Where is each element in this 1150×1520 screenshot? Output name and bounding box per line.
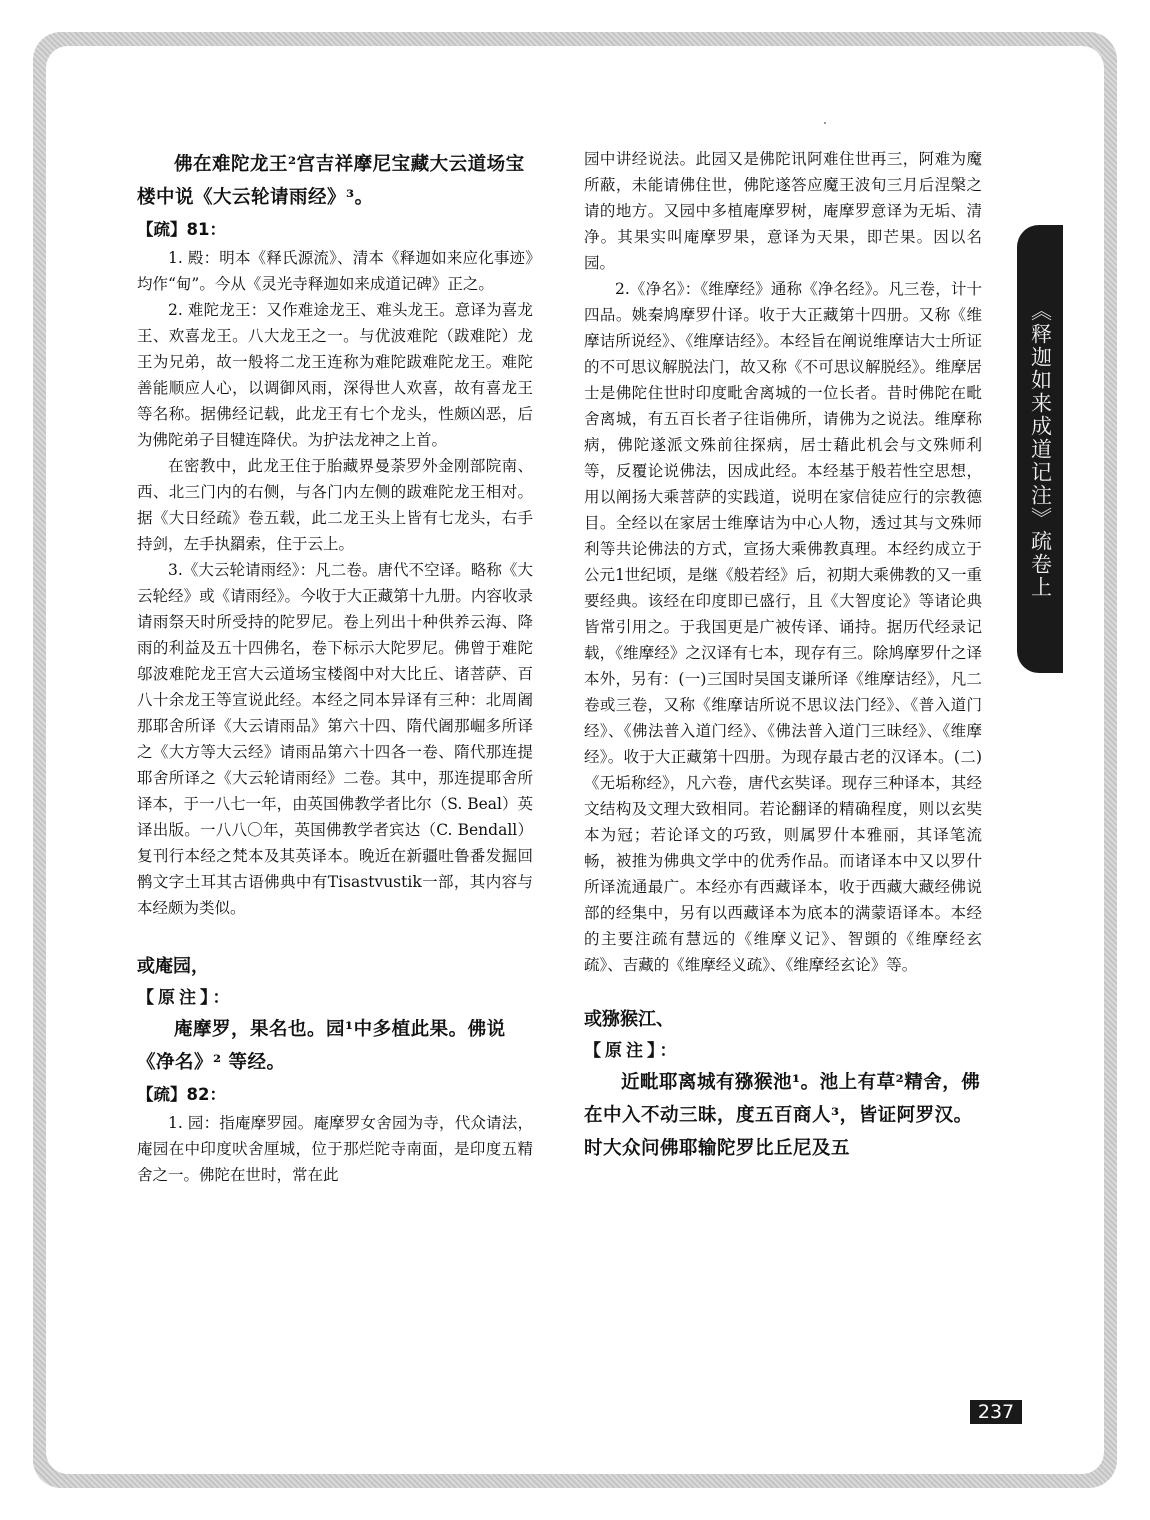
note-paragraph: 1. 园：指庵摩罗园。庵摩罗女舍园为寺，代众请法，庵园在中印度吠舍厘城，位于那烂陀寺南面，是印度五精舍之一。佛陀在世时，常在此 — [137, 1114, 533, 1184]
verse-text: 庵摩罗，果名也。园¹中多植此果。佛说《净名》² 等经。 — [137, 1019, 506, 1073]
left-column — [137, 148, 533, 1188]
chapter-side-tab — [1017, 225, 1063, 673]
note-paragraph: 3.《大云轮请雨经》：凡二卷。唐代不空译。略称《大云轮经》或《请雨经》。今收于大正藏第十九册。内容收录请雨祭天时所受持的陀罗尼。卷上列出十种供养云海、降雨的利益及五十四佛名，卷下标示大陀罗尼。佛曾于难陀邬波难陀龙王宫大云道场宝楼阁中对大比丘、诸菩萨、百八十余龙王等宣说此经。本经之同本异译有三种：北周阇那耶舍所译《大云请雨品》第六十四、隋代阇那崛多所译之《大方等大云经》请雨品第六十四各一卷、隋代那连提耶舍所译之《大云轮请雨经》二卷。其中，那连提耶舍所译本，于一八七一年，由英国佛教学者比尔（S. Beal）英译出版。一八八〇年，英国佛教学者宾达（C. Bendall）复刊行本经之梵本及其英译本。晚近在新疆吐鲁番发掘回鹘文字土耳其古语佛典中有Tisastvustik一部，其内容与本经颇为类似。 — [137, 561, 533, 917]
page-number: 237 — [970, 1400, 1022, 1424]
note-paragraph: 2. 难陀龙王：又作难途龙王、难头龙王。意译为喜龙王、欢喜龙王。八大龙王之一。与优波难陀（跋难陀）龙王为兄弟，故一般将二龙王连称为难陀跋难陀龙王。难陀善能顺应人心，以调御风雨，深得世人欢喜，故有喜龙王等名称。据佛经记载，此龙王有七个龙头，性颇凶恶，后为佛陀弟子目犍连降伏。为护法龙神之上首。 — [137, 301, 533, 449]
original-note-label: 【原注】： — [584, 1041, 681, 1061]
speck — [824, 122, 826, 124]
note-paragraph: 1. 殿：明本《释氏源流》、清本《释迦如来应化事迹》均作“甸”。今从《灵光寺释迦如来成道记碑》正之。 — [137, 249, 533, 293]
commentary-label: 【疏】81： — [137, 220, 226, 239]
commentary-label: 【疏】82： — [137, 1085, 226, 1104]
section-heading: 或猕猴江、 — [584, 1009, 674, 1030]
section-heading: 或庵园， — [137, 956, 209, 977]
right-column — [584, 146, 982, 1165]
chapter-title: 《释迦如来成道记注》疏卷上 — [1028, 299, 1053, 599]
original-note-label: 【原注】： — [137, 988, 234, 1008]
note-paragraph: 在密教中，此龙王住于胎藏界曼荼罗外金刚部院南、西、北三门内的右侧，与各门内左侧的跋难陀龙王相对。据《大日经疏》卷五载，此二龙王头上皆有七龙头，右手持剑，左手执羂索，住于云上。 — [137, 457, 533, 553]
verse-text: 佛在难陀龙王²宫吉祥摩尼宝藏大云道场宝楼中说《大云轮请雨经》³。 — [137, 154, 525, 208]
note-paragraph: 园中讲经说法。此园又是佛陀讯阿难住世再三，阿难为魔所蔽，未能请佛住世，佛陀遂答应魔王波旬三月后涅槃之请的地方。又园中多植庵摩罗树，庵摩罗意译为无垢、清净。其果实叫庵摩罗果，意译为天果，即芒果。因以名园。 — [584, 150, 982, 272]
verse-text: 近毗耶离城有猕猴池¹。池上有草²精舍，佛在中入不动三昧，度五百商人³，皆证阿罗汉。时大众问佛耶输陀罗比丘尼及五 — [584, 1072, 981, 1159]
note-paragraph: 2.《净名》：《维摩经》通称《净名经》。凡三卷，计十四品。姚秦鸠摩罗什译。收于大正藏第十四册。又称《维摩诘所说经》、《维摩诘经》。本经旨在阐说维摩诘大士所证的不可思议解脱法门，故又称《不可思议解脱经》。维摩居士是佛陀住世时印度毗舍离城的一位长者。昔时佛陀在毗舍离城，有五百长者子往诣佛所，请佛为之说法。维摩称病，佛陀遂派文殊前往探病，居士藉此机会与文殊师利等，反覆论说佛法，因成此经。本经基于般若性空思想，用以阐扬大乘菩萨的实践道，说明在家信徒应行的宗教德目。全经以在家居士维摩诘为中心人物，透过其与文殊师利等共论佛法的方式，宣扬大乘佛教真理。本经约成立于公元1世纪顷，是继《般若经》后，初期大乘佛教的又一重要经典。该经在印度即已盛行，且《大智度论》等诸论典皆常引用之。于我国更是广被传译、诵持。据历代经录记载，《维摩经》之汉译有七本，现存有三。除鸠摩罗什之译本外，另有：(一)三国时吴国支谦所译《维摩诘经》，凡二卷或三卷，又称《维摩诘所说不思议法门经》、《普入道门经》、《佛法普入道门经》、《佛法普入道门三昧经》、《维摩经》。收于大正藏第十四册。为现存最古老的汉译本。(二)《无垢称经》，凡六卷，唐代玄奘译。现存三种译本，其经文结构及文理大致相同。若论翻译的精确程度，则以玄奘本为冠；若论译文的巧致，则属罗什本雅丽，其译笔流畅，被推为佛典文学中的优秀作品。而诸译本中又以罗什所译流通最广。本经亦有西藏译本，收于西藏大藏经佛说部的经集中，另有以西藏译本为底本的满蒙语译本。本经的主要注疏有慧远的《维摩义记》、智顗的《维摩经玄疏》、吉藏的《维摩经义疏》、《维摩经玄论》等。 — [584, 280, 982, 974]
